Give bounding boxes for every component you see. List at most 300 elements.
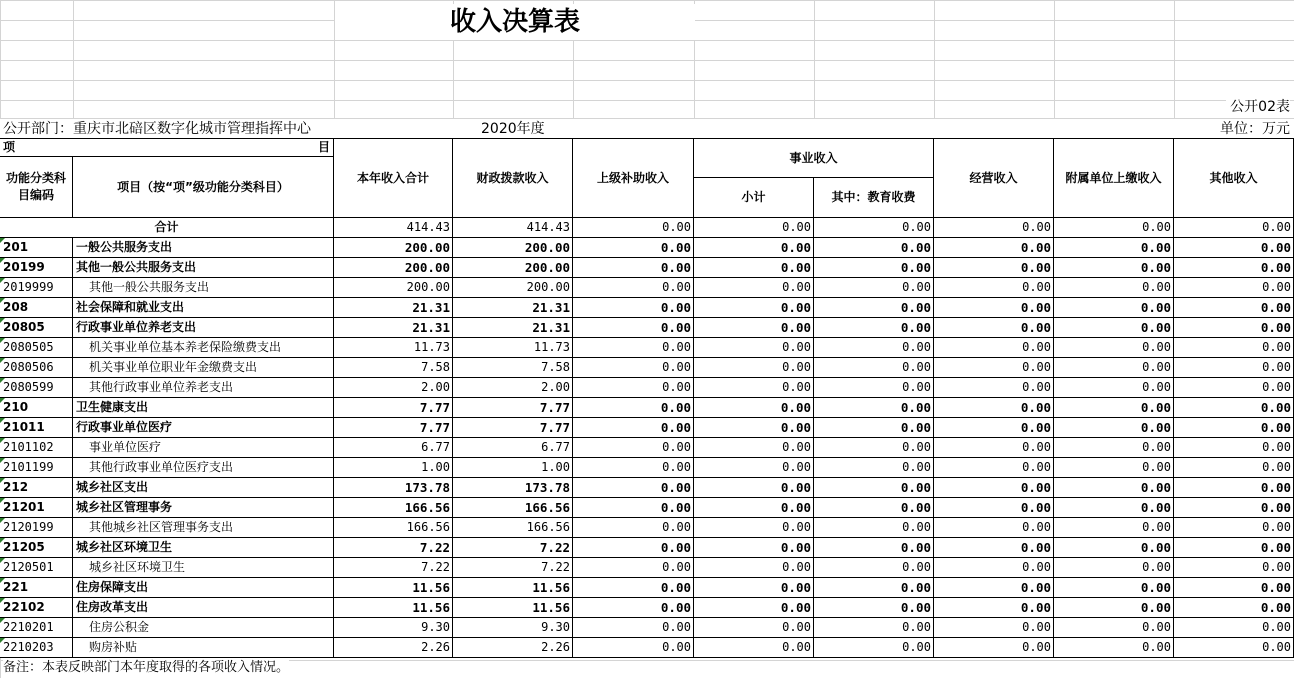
value-cell[interactable]: 0.00 (573, 578, 694, 598)
row-name[interactable]: 行政事业单位养老支出 (73, 318, 334, 338)
value-cell[interactable]: 11.73 (453, 338, 573, 358)
value-cell[interactable]: 0.00 (1054, 438, 1174, 458)
value-cell[interactable]: 200.00 (334, 238, 453, 258)
cell-flag-icon (0, 418, 5, 423)
value-cell[interactable]: 7.77 (453, 418, 573, 438)
value-cell[interactable]: 0.00 (694, 238, 814, 258)
table-row (0, 378, 1294, 398)
value-cell[interactable]: 0.00 (1174, 378, 1294, 398)
value-cell[interactable]: 0.00 (694, 278, 814, 298)
row-code[interactable] (0, 418, 73, 438)
value-cell[interactable]: 0.00 (1174, 558, 1294, 578)
value-cell[interactable]: 0.00 (573, 418, 694, 438)
value-cell[interactable]: 0.00 (573, 238, 694, 258)
value-cell[interactable]: 0.00 (934, 618, 1054, 638)
value-cell[interactable]: 0.00 (694, 438, 814, 458)
value-cell[interactable]: 0.00 (1054, 338, 1174, 358)
row-name[interactable]: 城乡社区环境卫生 (73, 558, 334, 578)
row-code-text: 21201 (3, 500, 45, 514)
value-cell[interactable]: 0.00 (573, 618, 694, 638)
row-code[interactable] (0, 578, 73, 598)
table-row (0, 498, 1294, 518)
value-cell[interactable]: 0.00 (814, 278, 934, 298)
cell-flag-icon (0, 598, 5, 603)
value-cell[interactable]: 0.00 (694, 318, 814, 338)
value-cell[interactable]: 0.00 (814, 338, 934, 358)
cell-flag-icon (0, 558, 5, 563)
value-cell[interactable]: 0.00 (573, 358, 694, 378)
row-code-text: 2080505 (3, 340, 54, 354)
value-cell[interactable]: 0.00 (934, 598, 1054, 618)
value-cell[interactable]: 0.00 (573, 278, 694, 298)
value-cell[interactable]: 0.00 (934, 498, 1054, 518)
value-cell[interactable]: 1.00 (453, 458, 573, 478)
value-cell[interactable]: 0.00 (814, 618, 934, 638)
value-cell[interactable]: 0.00 (1054, 618, 1174, 638)
value-cell[interactable]: 0.00 (1054, 418, 1174, 438)
value-cell[interactable]: 0.00 (1174, 478, 1294, 498)
table-row (0, 518, 1294, 538)
table-row (0, 358, 1294, 378)
row-name[interactable]: 卫生健康支出 (73, 398, 334, 418)
table-body (0, 218, 1294, 658)
row-name[interactable]: 行政事业单位医疗 (73, 418, 334, 438)
header-shiye: 事业收入 (694, 138, 934, 178)
value-cell[interactable]: 0.00 (1054, 358, 1174, 378)
value-cell[interactable]: 0.00 (814, 538, 934, 558)
row-code[interactable] (0, 518, 73, 538)
value-cell[interactable]: 0.00 (1054, 638, 1174, 658)
cell-flag-icon (0, 358, 5, 363)
value-cell[interactable]: 0.00 (1054, 398, 1174, 418)
table-row (0, 238, 1294, 258)
value-cell[interactable]: 0.00 (814, 558, 934, 578)
value-cell[interactable]: 6.77 (334, 438, 453, 458)
value-cell[interactable]: 21.31 (334, 298, 453, 318)
table-row (0, 618, 1294, 638)
table-row (0, 458, 1294, 478)
table-row (0, 638, 1294, 658)
value-cell[interactable]: 0.00 (1174, 638, 1294, 658)
table-row (0, 578, 1294, 598)
table-row (0, 258, 1294, 278)
row-code[interactable] (0, 278, 73, 298)
value-cell[interactable]: 7.77 (334, 418, 453, 438)
value-cell[interactable]: 0.00 (1174, 418, 1294, 438)
row-code[interactable] (0, 438, 73, 458)
value-cell[interactable]: 7.22 (453, 558, 573, 578)
value-cell[interactable]: 0.00 (573, 458, 694, 478)
value-cell[interactable]: 0.00 (1054, 278, 1174, 298)
row-name[interactable]: 购房补贴 (73, 638, 334, 658)
row-name[interactable]: 其他一般公共服务支出 (73, 258, 334, 278)
value-cell[interactable]: 166.56 (453, 518, 573, 538)
value-cell[interactable]: 21.31 (453, 318, 573, 338)
table-total-row (0, 218, 1294, 238)
value-cell[interactable]: 0.00 (1054, 498, 1174, 518)
row-code[interactable] (0, 538, 73, 558)
value-cell[interactable]: 7.22 (453, 538, 573, 558)
value-cell[interactable]: 0.00 (1054, 238, 1174, 258)
table-row (0, 598, 1294, 618)
value-cell[interactable]: 0.00 (694, 458, 814, 478)
row-name[interactable]: 机关事业单位基本养老保险缴费支出 (73, 338, 334, 358)
value-cell[interactable]: 0.00 (814, 418, 934, 438)
row-code[interactable] (0, 618, 73, 638)
value-cell[interactable]: 0.00 (1174, 218, 1294, 238)
value-cell[interactable]: 0.00 (1174, 398, 1294, 418)
row-code-text: 2210201 (3, 620, 54, 634)
value-cell[interactable]: 0.00 (934, 298, 1054, 318)
row-name[interactable]: 其他行政事业单位养老支出 (73, 378, 334, 398)
value-cell[interactable]: 7.22 (334, 538, 453, 558)
row-code-text: 20199 (3, 260, 45, 274)
row-code-text: 2210203 (3, 640, 54, 654)
value-cell[interactable]: 0.00 (573, 538, 694, 558)
value-cell[interactable]: 200.00 (453, 278, 573, 298)
row-code[interactable] (0, 458, 73, 478)
row-code-text: 21011 (3, 420, 45, 434)
value-cell[interactable]: 2.00 (334, 378, 453, 398)
table-row (0, 338, 1294, 358)
value-cell[interactable]: 0.00 (934, 398, 1054, 418)
value-cell[interactable]: 0.00 (814, 478, 934, 498)
value-cell[interactable]: 0.00 (694, 498, 814, 518)
value-cell[interactable]: 0.00 (694, 518, 814, 538)
value-cell[interactable]: 0.00 (814, 218, 934, 238)
value-cell[interactable]: 1.00 (334, 458, 453, 478)
row-code-text: 212 (3, 480, 29, 494)
value-cell[interactable]: 0.00 (1174, 438, 1294, 458)
value-cell[interactable]: 0.00 (814, 238, 934, 258)
value-cell[interactable]: 0.00 (1054, 478, 1174, 498)
value-cell[interactable]: 414.43 (453, 218, 573, 238)
table-code: 公开02表 (1226, 98, 1290, 116)
value-cell[interactable]: 0.00 (934, 338, 1054, 358)
value-cell[interactable]: 0.00 (934, 218, 1054, 238)
value-cell[interactable]: 11.56 (334, 578, 453, 598)
row-name[interactable]: 其他行政事业单位医疗支出 (73, 458, 334, 478)
row-code-text: 210 (3, 400, 29, 414)
value-cell[interactable]: 0.00 (573, 498, 694, 518)
value-cell[interactable]: 0.00 (1054, 298, 1174, 318)
row-code[interactable] (0, 598, 73, 618)
row-code[interactable] (0, 258, 73, 278)
value-cell[interactable]: 0.00 (694, 418, 814, 438)
value-cell[interactable]: 0.00 (573, 638, 694, 658)
value-cell[interactable]: 0.00 (573, 378, 694, 398)
value-cell[interactable]: 0.00 (694, 578, 814, 598)
cell-flag-icon (0, 578, 5, 583)
value-cell[interactable]: 166.56 (334, 518, 453, 538)
row-code-text: 221 (3, 580, 29, 594)
value-cell[interactable]: 7.77 (334, 398, 453, 418)
value-cell[interactable]: 0.00 (934, 578, 1054, 598)
value-cell[interactable]: 0.00 (694, 398, 814, 418)
cell-flag-icon (0, 498, 5, 503)
cell-flag-icon (0, 618, 5, 623)
value-cell[interactable]: 0.00 (694, 338, 814, 358)
value-cell[interactable]: 0.00 (1174, 318, 1294, 338)
value-cell[interactable]: 0.00 (814, 378, 934, 398)
value-cell[interactable]: 0.00 (694, 378, 814, 398)
row-code[interactable] (0, 338, 73, 358)
value-cell[interactable]: 9.30 (453, 618, 573, 638)
department-label: 公开部门：重庆市北碚区数字化城市管理指挥中心 (3, 121, 311, 137)
value-cell[interactable]: 200.00 (453, 238, 573, 258)
cell-flag-icon (0, 278, 5, 283)
value-cell[interactable]: 0.00 (573, 478, 694, 498)
value-cell[interactable]: 0.00 (694, 558, 814, 578)
value-cell[interactable]: 200.00 (334, 278, 453, 298)
value-cell[interactable]: 0.00 (573, 598, 694, 618)
row-code[interactable] (0, 638, 73, 658)
value-cell[interactable]: 0.00 (814, 638, 934, 658)
table-row (0, 478, 1294, 498)
value-cell[interactable]: 166.56 (453, 498, 573, 518)
row-code[interactable] (0, 478, 73, 498)
row-name[interactable]: 事业单位医疗 (73, 438, 334, 458)
value-cell[interactable]: 0.00 (1054, 258, 1174, 278)
value-cell[interactable]: 2.26 (334, 638, 453, 658)
value-cell[interactable]: 0.00 (1054, 518, 1174, 538)
value-cell[interactable]: 200.00 (334, 258, 453, 278)
value-cell[interactable]: 0.00 (573, 558, 694, 578)
value-cell[interactable]: 0.00 (573, 318, 694, 338)
value-cell[interactable]: 173.78 (334, 478, 453, 498)
cell-flag-icon (0, 438, 5, 443)
value-cell[interactable]: 0.00 (573, 258, 694, 278)
value-cell[interactable]: 0.00 (814, 258, 934, 278)
value-cell[interactable]: 0.00 (814, 578, 934, 598)
value-cell[interactable]: 7.58 (334, 358, 453, 378)
cell-flag-icon (0, 238, 5, 243)
value-cell[interactable]: 2.00 (453, 378, 573, 398)
value-cell[interactable]: 0.00 (694, 638, 814, 658)
value-cell[interactable]: 0.00 (934, 538, 1054, 558)
row-code-text: 2101199 (3, 460, 54, 474)
row-name[interactable]: 城乡社区管理事务 (73, 498, 334, 518)
row-code-text: 2080506 (3, 360, 54, 374)
row-code[interactable] (0, 358, 73, 378)
value-cell[interactable]: 0.00 (934, 518, 1054, 538)
row-code[interactable] (0, 238, 73, 258)
row-name[interactable]: 机关事业单位职业年金缴费支出 (73, 358, 334, 378)
row-code[interactable] (0, 498, 73, 518)
row-name[interactable]: 城乡社区环境卫生 (73, 538, 334, 558)
row-code-text: 2019999 (3, 280, 54, 294)
value-cell[interactable]: 414.43 (334, 218, 453, 238)
value-cell[interactable]: 0.00 (1054, 458, 1174, 478)
table-row (0, 438, 1294, 458)
row-name[interactable]: 住房改革支出 (73, 598, 334, 618)
value-cell[interactable]: 0.00 (1174, 258, 1294, 278)
table-row (0, 278, 1294, 298)
value-cell[interactable]: 0.00 (694, 298, 814, 318)
cell-flag-icon (0, 458, 5, 463)
cell-flag-icon (0, 538, 5, 543)
value-cell[interactable]: 0.00 (1054, 538, 1174, 558)
value-cell[interactable]: 0.00 (814, 518, 934, 538)
value-cell[interactable]: 0.00 (934, 638, 1054, 658)
row-name[interactable]: 城乡社区支出 (73, 478, 334, 498)
value-cell[interactable]: 0.00 (1174, 338, 1294, 358)
value-cell[interactable]: 0.00 (1174, 458, 1294, 478)
row-code-text: 2120199 (3, 520, 54, 534)
value-cell[interactable]: 200.00 (453, 258, 573, 278)
value-cell[interactable]: 0.00 (814, 358, 934, 378)
value-cell[interactable]: 0.00 (934, 418, 1054, 438)
value-cell[interactable]: 0.00 (1054, 378, 1174, 398)
row-name[interactable]: 住房保障支出 (73, 578, 334, 598)
value-cell[interactable]: 21.31 (453, 298, 573, 318)
value-cell[interactable]: 0.00 (1054, 578, 1174, 598)
cell-flag-icon (0, 378, 5, 383)
row-code[interactable] (0, 398, 73, 418)
value-cell[interactable]: 0.00 (934, 358, 1054, 378)
value-cell[interactable]: 21.31 (334, 318, 453, 338)
value-cell[interactable]: 0.00 (573, 218, 694, 238)
row-code[interactable] (0, 378, 73, 398)
header-xiangmu (0, 138, 334, 157)
table-header (0, 138, 1294, 218)
header-code: 功能分类科目编码 (0, 157, 73, 218)
value-cell[interactable]: 0.00 (1054, 218, 1174, 238)
table-row (0, 318, 1294, 338)
value-cell[interactable]: 0.00 (1174, 278, 1294, 298)
value-cell[interactable]: 0.00 (934, 558, 1054, 578)
value-cell[interactable]: 0.00 (934, 378, 1054, 398)
row-code-text: 208 (3, 300, 29, 314)
value-cell[interactable]: 0.00 (1054, 598, 1174, 618)
row-code[interactable] (0, 558, 73, 578)
row-name[interactable]: 其他一般公共服务支出 (73, 278, 334, 298)
total-label[interactable]: 合计 (0, 218, 334, 238)
header-name: 项目（按“项”级功能分类科目） (73, 157, 334, 218)
row-code-text: 2101102 (3, 440, 54, 454)
cell-flag-icon (0, 318, 5, 323)
value-cell[interactable]: 0.00 (573, 398, 694, 418)
value-cell[interactable]: 7.22 (334, 558, 453, 578)
row-code-text: 21205 (3, 540, 45, 554)
value-cell[interactable]: 0.00 (694, 618, 814, 638)
value-cell[interactable]: 6.77 (453, 438, 573, 458)
header-mu: 目 (317, 140, 330, 154)
header-fushu: 附属单位上缴收入 (1054, 138, 1174, 218)
department-row (0, 118, 1294, 138)
value-cell[interactable]: 0.00 (814, 438, 934, 458)
cell-flag-icon (0, 298, 5, 303)
value-cell[interactable]: 0.00 (694, 598, 814, 618)
value-cell[interactable]: 0.00 (1174, 298, 1294, 318)
value-cell[interactable]: 166.56 (334, 498, 453, 518)
value-cell[interactable]: 0.00 (814, 598, 934, 618)
value-cell[interactable]: 0.00 (694, 538, 814, 558)
value-cell[interactable]: 0.00 (934, 478, 1054, 498)
header-jiaoyu: 其中：教育收费 (814, 178, 934, 218)
header-qita: 其他收入 (1174, 138, 1294, 218)
value-cell[interactable]: 0.00 (1174, 578, 1294, 598)
value-cell[interactable]: 0.00 (934, 438, 1054, 458)
value-cell[interactable]: 2.26 (453, 638, 573, 658)
row-code[interactable] (0, 318, 73, 338)
value-cell[interactable]: 0.00 (573, 338, 694, 358)
value-cell[interactable]: 0.00 (1174, 618, 1294, 638)
page-title: 收入决算表 (335, 4, 695, 40)
unit-label: 单位：万元 (1220, 121, 1290, 137)
value-cell[interactable]: 0.00 (934, 458, 1054, 478)
value-cell[interactable]: 11.56 (453, 578, 573, 598)
table-row (0, 398, 1294, 418)
fiscal-year: 2020年度 (481, 121, 545, 137)
value-cell[interactable]: 7.77 (453, 398, 573, 418)
header-jingying: 经营收入 (934, 138, 1054, 218)
value-cell[interactable]: 0.00 (573, 438, 694, 458)
value-cell[interactable]: 0.00 (1174, 358, 1294, 378)
row-name[interactable]: 其他城乡社区管理事务支出 (73, 518, 334, 538)
value-cell[interactable]: 0.00 (694, 358, 814, 378)
header-caizheng: 财政拨款收入 (453, 138, 573, 218)
value-cell[interactable]: 173.78 (453, 478, 573, 498)
value-cell[interactable]: 0.00 (573, 298, 694, 318)
row-code-text: 201 (3, 240, 29, 254)
value-cell[interactable]: 7.58 (453, 358, 573, 378)
row-code[interactable] (0, 298, 73, 318)
value-cell[interactable]: 0.00 (1174, 498, 1294, 518)
table-row (0, 538, 1294, 558)
value-cell[interactable]: 0.00 (694, 258, 814, 278)
table-row (0, 558, 1294, 578)
value-cell[interactable]: 0.00 (934, 318, 1054, 338)
value-cell[interactable]: 11.56 (453, 598, 573, 618)
value-cell[interactable]: 0.00 (1174, 538, 1294, 558)
cell-flag-icon (0, 338, 5, 343)
value-cell[interactable]: 0.00 (1054, 558, 1174, 578)
value-cell[interactable]: 0.00 (573, 518, 694, 538)
value-cell[interactable]: 11.73 (334, 338, 453, 358)
table-row (0, 298, 1294, 318)
header-shangji: 上级补助收入 (573, 138, 694, 218)
row-name[interactable]: 社会保障和就业支出 (73, 298, 334, 318)
value-cell[interactable]: 0.00 (1054, 318, 1174, 338)
value-cell[interactable]: 0.00 (934, 258, 1054, 278)
value-cell[interactable]: 9.30 (334, 618, 453, 638)
value-cell[interactable]: 0.00 (934, 278, 1054, 298)
value-cell[interactable]: 11.56 (334, 598, 453, 618)
header-xiang: 项 (3, 140, 16, 154)
row-code-text: 20805 (3, 320, 45, 334)
value-cell[interactable]: 0.00 (814, 318, 934, 338)
value-cell[interactable]: 0.00 (814, 298, 934, 318)
row-name[interactable]: 住房公积金 (73, 618, 334, 638)
row-code-text: 2080599 (3, 380, 54, 394)
value-cell[interactable]: 0.00 (1174, 238, 1294, 258)
value-cell[interactable]: 0.00 (1174, 518, 1294, 538)
value-cell[interactable]: 0.00 (1174, 598, 1294, 618)
row-name[interactable]: 一般公共服务支出 (73, 238, 334, 258)
value-cell[interactable]: 0.00 (814, 398, 934, 418)
footnote: 备注：本表反映部门本年度取得的各项收入情况。 (3, 658, 289, 678)
value-cell[interactable]: 0.00 (814, 498, 934, 518)
value-cell[interactable]: 0.00 (934, 238, 1054, 258)
value-cell[interactable]: 0.00 (694, 218, 814, 238)
value-cell[interactable]: 0.00 (814, 458, 934, 478)
row-code-text: 22102 (3, 600, 45, 614)
value-cell[interactable]: 0.00 (694, 478, 814, 498)
table-row (0, 418, 1294, 438)
cell-flag-icon (0, 258, 5, 263)
cell-flag-icon (0, 398, 5, 403)
